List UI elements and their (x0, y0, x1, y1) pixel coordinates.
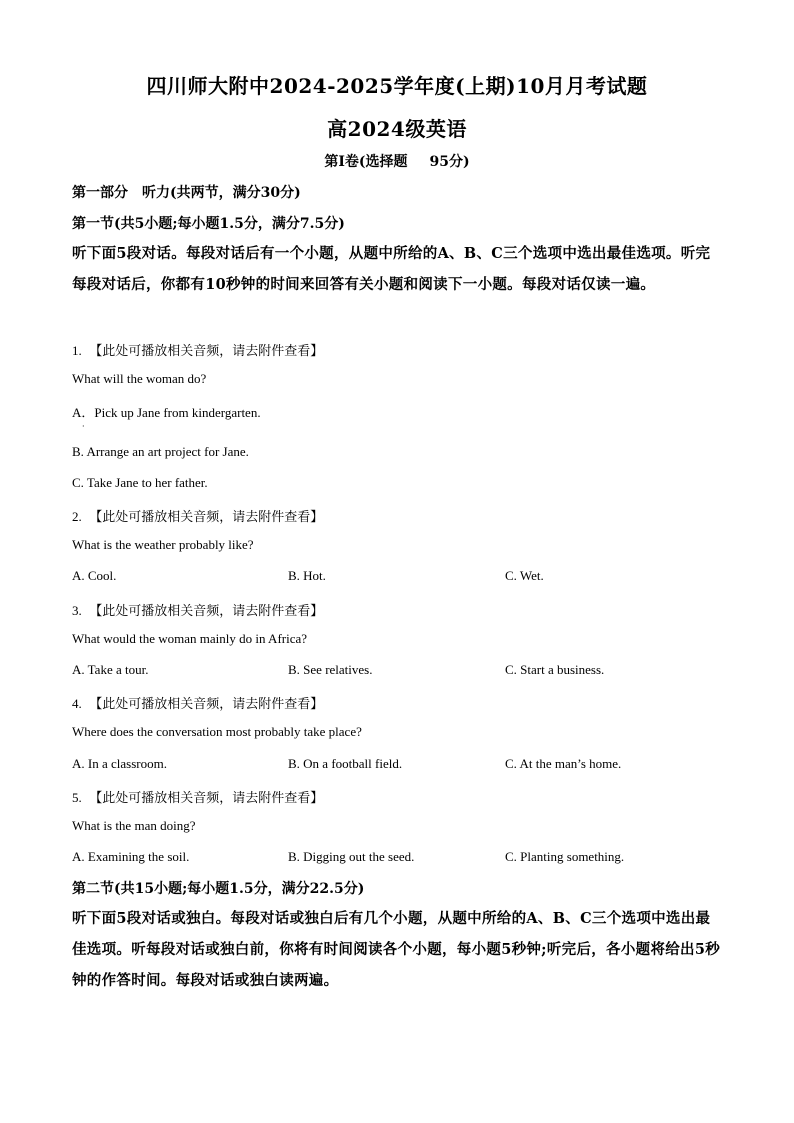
question-number: 4. (72, 696, 82, 711)
question-5-header (72, 787, 323, 806)
question-number: 3. (72, 603, 82, 618)
audio-note[interactable]: 【此处可播放相关音频，请去附件查看】 (89, 696, 324, 711)
volume-part: 第Ⅰ卷(选择题 (324, 154, 408, 170)
question-2-option-a: A. Cool. (72, 568, 117, 583)
question-3-option-b: B. See relatives. (288, 662, 373, 677)
question-5-option-c: C. Planting something. (505, 849, 625, 864)
question-3-text: What would the woman mainly do in Africa? (72, 631, 308, 646)
section2-heading: 第二节(共15小题;每小题1.5分，满分22.5分) (72, 881, 365, 897)
question-2-header (72, 506, 323, 525)
question-4-option-b: B. On a football field. (288, 756, 403, 771)
volume-score: 95分) (429, 154, 470, 170)
question-3-option-c: C. Start a business. (505, 662, 605, 677)
section1-instructions: 听下面5段对话。每段对话后有一个小题，从题中所给的A、B、C三个选项中选出最佳选项。听完每段对话后，你都有10秒钟的时间来回答有关小题和阅读下一小题。每段对话仅读一遍。 (72, 245, 711, 293)
question-3-header (72, 600, 323, 619)
question-2-option-b: B. Hot. (288, 568, 326, 583)
audio-note[interactable]: 【此处可播放相关音频，请去附件查看】 (89, 603, 324, 618)
question-4-option-a: A. In a classroom. (72, 756, 167, 771)
question-number: 5. (72, 790, 82, 805)
question-2-option-c: C. Wet. (505, 568, 544, 583)
question-number: 2. (72, 509, 82, 524)
stray-dot: · (82, 422, 85, 431)
question-5-text: What is the man doing? (72, 818, 196, 833)
exam-title: 四川师大附中2024-2025学年度(上期)10月月考试题 (146, 74, 648, 98)
question-1-text: What will the woman do? (72, 371, 207, 386)
question-4-text: Where does the conversation most probably take place? (72, 724, 362, 739)
part1-heading: 第一部分 听力(共两节，满分30分) (72, 185, 301, 201)
question-5-option-a: A. Examining the soil. (72, 849, 190, 864)
audio-note[interactable]: 【此处可播放相关音频，请去附件查看】 (89, 509, 324, 524)
question-3-option-a: A. Take a tour. (72, 662, 149, 677)
question-1-header (72, 340, 323, 359)
volume-heading (0, 151, 794, 171)
audio-note[interactable]: 【此处可播放相关音频，请去附件查看】 (89, 790, 324, 805)
question-1-option-b: B. Arrange an art project for Jane. (72, 444, 249, 459)
exam-subtitle: 高2024级英语 (327, 117, 467, 141)
question-5-option-b: B. Digging out the seed. (288, 849, 415, 864)
question-number: 1. (72, 343, 82, 358)
question-1-option-c: C. Take Jane to her father. (72, 475, 208, 490)
section2-instructions: 听下面5段对话或独白。每段对话或独白后有几个小题，从题中所给的A、B、C三个选项中选出最佳选项。听每段对话或独白前，你将有时间阅读各个小题，每小题5秒钟;听完后，各小题将给出5秒钟的作答时间。每段对话或独白读两遍。 (72, 910, 721, 989)
question-2-text: What is the weather probably like? (72, 537, 254, 552)
audio-note[interactable]: 【此处可播放相关音频，请去附件查看】 (89, 343, 324, 358)
section1-heading: 第一节(共5小题;每小题1.5分，满分7.5分) (72, 216, 345, 232)
question-4-header (72, 693, 323, 712)
question-1-option-a: A．Pick up Jane from kindergarten. (72, 405, 261, 420)
question-4-option-c: C. At the man’s home. (505, 756, 622, 771)
